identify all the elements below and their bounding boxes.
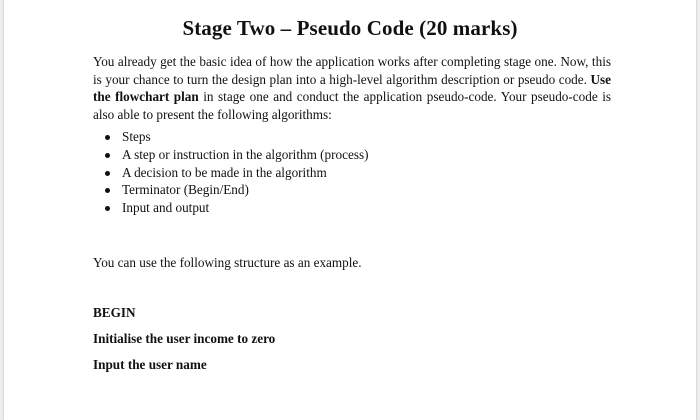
document-page xyxy=(4,0,696,420)
code-line-input: Input the user name xyxy=(93,357,207,372)
intro-text-2: in stage one and conduct the application pseudo-code. Your pseudo-code is also able to present the following algorithms: xyxy=(93,89,611,122)
page-title: Stage Two – Pseudo Code (20 marks) xyxy=(182,16,518,40)
intro-paragraph xyxy=(93,53,611,123)
intro-text-1: You already get the basic idea of how the application works after completing stage one. Now, this is your chance to turn the design plan into a high-level algorithm description or pseudo code. xyxy=(93,54,611,87)
list-item: Steps xyxy=(93,128,369,146)
code-line-initialise: Initialise the user income to zero xyxy=(93,331,276,346)
algorithm-list xyxy=(93,128,369,217)
intro-bold-text: Use the flowchart plan xyxy=(93,71,611,105)
list-item: A step or instruction in the algorithm (process) xyxy=(93,146,369,164)
list-item: Input and output xyxy=(93,199,369,217)
example-text: You can use the following structure as an example. xyxy=(93,255,362,270)
code-line-begin: BEGIN xyxy=(93,305,136,320)
list-item: A decision to be made in the algorithm xyxy=(93,164,369,182)
list-item: Terminator (Begin/End) xyxy=(93,181,369,199)
